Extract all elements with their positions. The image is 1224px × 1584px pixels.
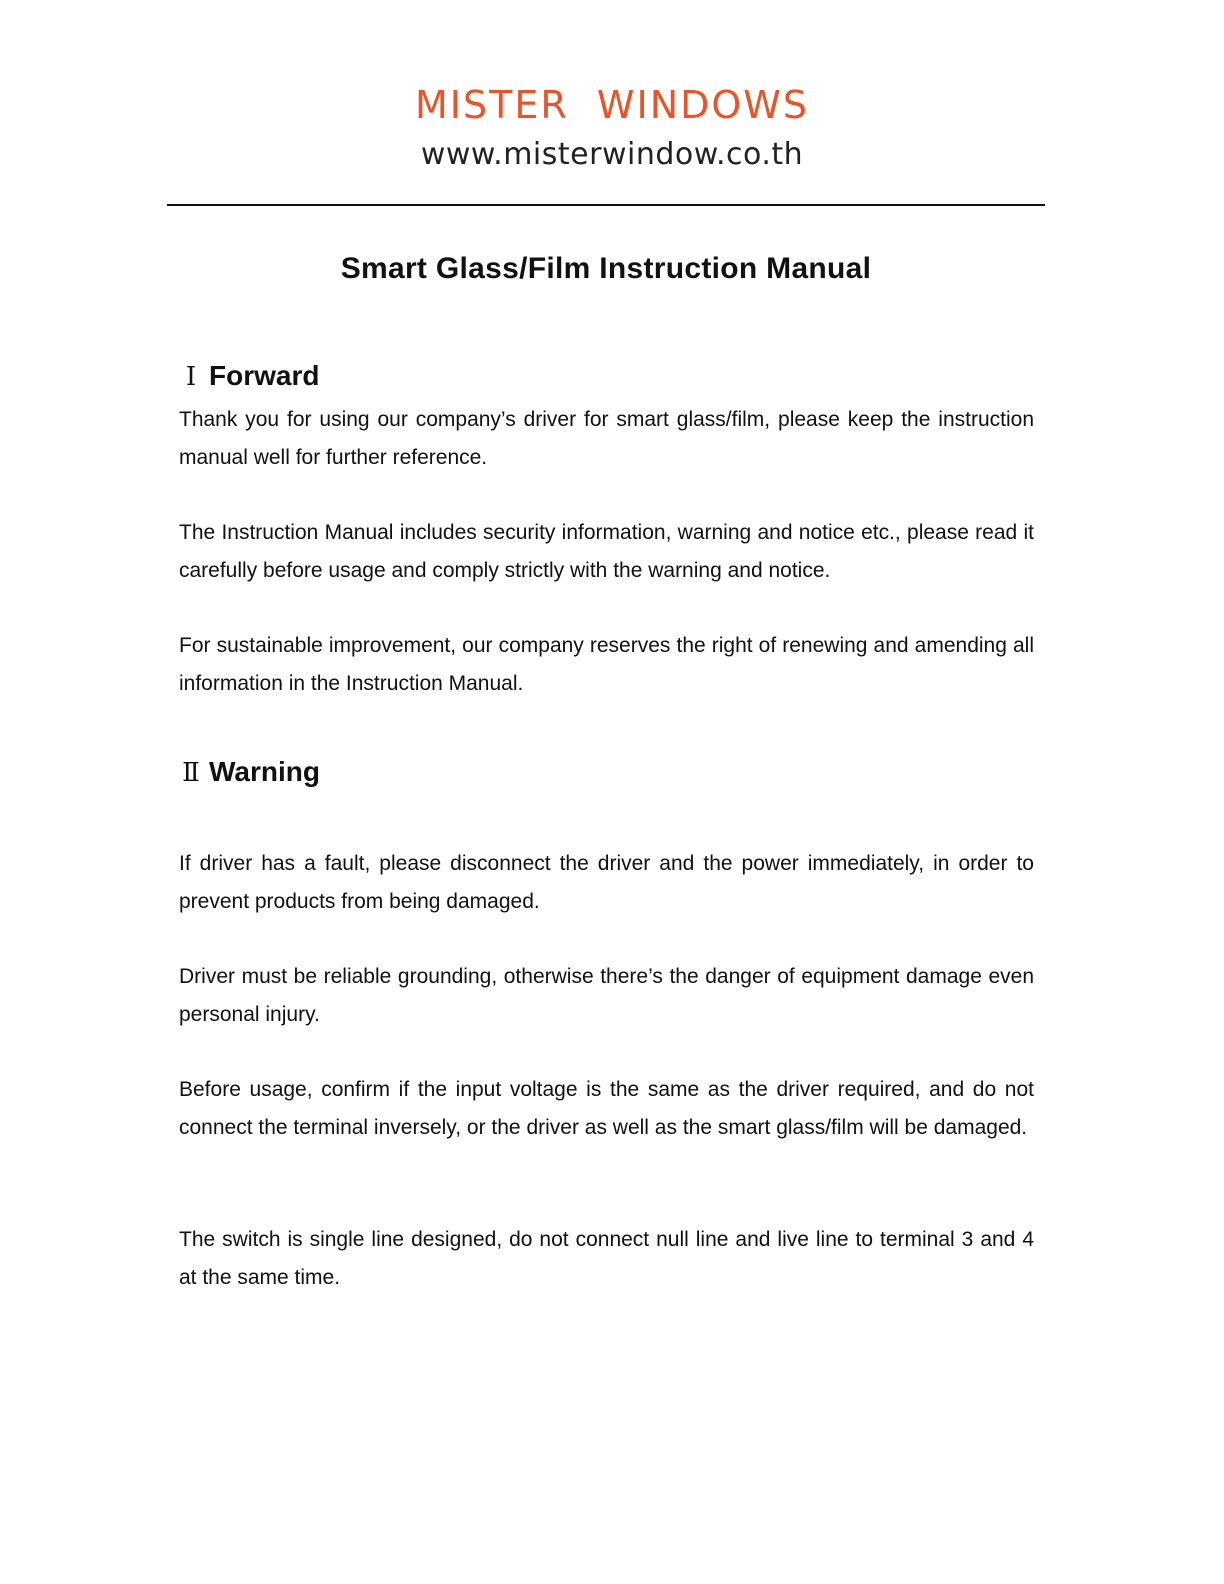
section-title: Forward [209,360,320,391]
document-title: Smart Glass/Film Instruction Manual [340,252,872,285]
section-numeral: Ⅰ [185,362,197,392]
paragraph: If driver has a fault, please disconnect the driver and the power immediately, in order to prevent products from being damaged. [179,852,1034,913]
paragraph: For sustainable improvement, our company reserves the right of renewing and amending all information in the Instruction Manual. [179,634,1034,695]
website-url: www.misterwindow.co.th [420,137,804,172]
paragraph: Thank you for using our company’s driver for smart glass/film, please keep the instruction manual well for further reference. [179,408,1034,469]
section-heading-warning [179,755,320,790]
paragraph: Before usage, confirm if the input voltage is the same as the driver required, and do not connect the terminal inversely, or the driver as well as the smart glass/film will be damaged. [179,1078,1034,1139]
paragraph: The switch is single line designed, do not connect null line and live line to terminal 3 and 4 at the same time. [179,1228,1034,1289]
section-heading-forward [179,359,319,394]
paragraph: The Instruction Manual includes security information, warning and notice etc., please read it carefully before usage and comply strictly with the warning and notice. [179,521,1034,582]
paragraph: Driver must be reliable grounding, otherwise there’s the danger of equipment damage even personal injury. [179,965,1034,1026]
section-numeral: Ⅱ [182,758,200,788]
header-divider [167,204,1045,206]
section-title: Warning [209,756,320,787]
brand-name: MISTER WINDOWS [415,83,809,127]
